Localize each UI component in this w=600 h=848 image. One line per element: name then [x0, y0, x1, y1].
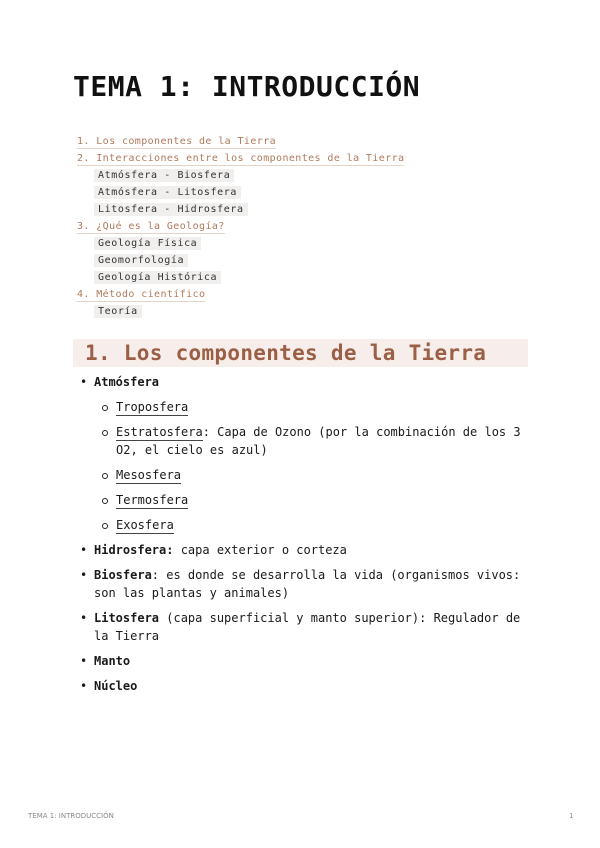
toc-link[interactable]: 2. Interacciones entre los componentes de la Tierra [77, 153, 405, 164]
toc-sublink[interactable]: Atmósfera - Litosfera [94, 186, 241, 199]
section-content [80, 373, 528, 702]
toc-item[interactable] [77, 150, 404, 167]
toc-subitem[interactable] [77, 252, 404, 269]
page-number: 1 [569, 812, 574, 820]
sublist-item [102, 466, 528, 484]
link-troposfera[interactable]: Troposfera [116, 400, 189, 414]
table-of-contents [77, 133, 404, 320]
list-item-biosfera [80, 566, 528, 602]
footer-title: TEMA 1: INTRODUCCIÓN [28, 812, 114, 820]
sublist-item [102, 423, 528, 459]
sublist-item [102, 516, 528, 534]
list-item-hidrosfera [80, 541, 528, 559]
sublist-item [102, 491, 528, 509]
estratosfera-desc: : Capa de Ozono (por la combinación de los 3 O2, el cielo es azul) [116, 425, 521, 457]
term-atmosfera: Atmósfera [94, 375, 160, 389]
litosfera-desc: (capa superficial y manto superior): Regulador de la Tierra [94, 611, 521, 643]
toc-subitem[interactable] [77, 167, 404, 184]
toc-sublink[interactable]: Geomorfología [94, 254, 188, 267]
toc-sublink[interactable]: Geología Histórica [94, 271, 221, 284]
toc-item[interactable] [77, 218, 404, 235]
toc-item[interactable] [77, 133, 404, 150]
toc-subitem[interactable] [77, 269, 404, 286]
link-mesosfera[interactable]: Mesosfera [116, 468, 182, 482]
toc-link[interactable]: 1. Los componentes de la Tierra [77, 136, 277, 147]
section-heading: 1. Los componentes de la Tierra [85, 341, 487, 365]
term-biosfera: Biosfera [94, 568, 152, 582]
toc-sublink[interactable]: Geología Física [94, 237, 201, 250]
toc-sublink[interactable]: Teoría [94, 305, 142, 318]
term-hidrosfera: Hidrosfera: [94, 543, 174, 557]
list-item-litosfera [80, 609, 528, 645]
term-nucleo: Núcleo [94, 679, 138, 693]
hidrosfera-desc: capa exterior o corteza [173, 543, 347, 557]
link-termosfera[interactable]: Termosfera [116, 493, 189, 507]
toc-subitem[interactable] [77, 201, 404, 218]
biosfera-desc: : es donde se desarrolla la vida (organismos vivos: son las plantas y animales) [94, 568, 521, 600]
link-exosfera[interactable]: Exosfera [116, 518, 174, 532]
atmosfera-sublist [94, 398, 528, 534]
toc-subitem[interactable] [77, 235, 404, 252]
toc-sublink[interactable]: Atmósfera - Biosfera [94, 169, 234, 182]
page-title: TEMA 1: INTRODUCCIÓN [73, 70, 421, 103]
toc-subitem[interactable] [77, 303, 404, 320]
toc-item[interactable] [77, 286, 404, 303]
list-item-manto [80, 652, 528, 670]
toc-link[interactable]: 3. ¿Qué es la Geología? [77, 221, 225, 232]
toc-sublink[interactable]: Litosfera - Hidrosfera [94, 203, 248, 216]
sublist-item [102, 398, 528, 416]
list-item-atmosfera [80, 373, 528, 534]
toc-link[interactable]: 4. Método científico [77, 289, 206, 300]
term-litosfera: Litosfera [94, 611, 160, 625]
link-estratosfera[interactable]: Estratosfera [116, 425, 203, 439]
term-manto: Manto [94, 654, 131, 668]
toc-subitem[interactable] [77, 184, 404, 201]
list-item-nucleo [80, 677, 528, 695]
